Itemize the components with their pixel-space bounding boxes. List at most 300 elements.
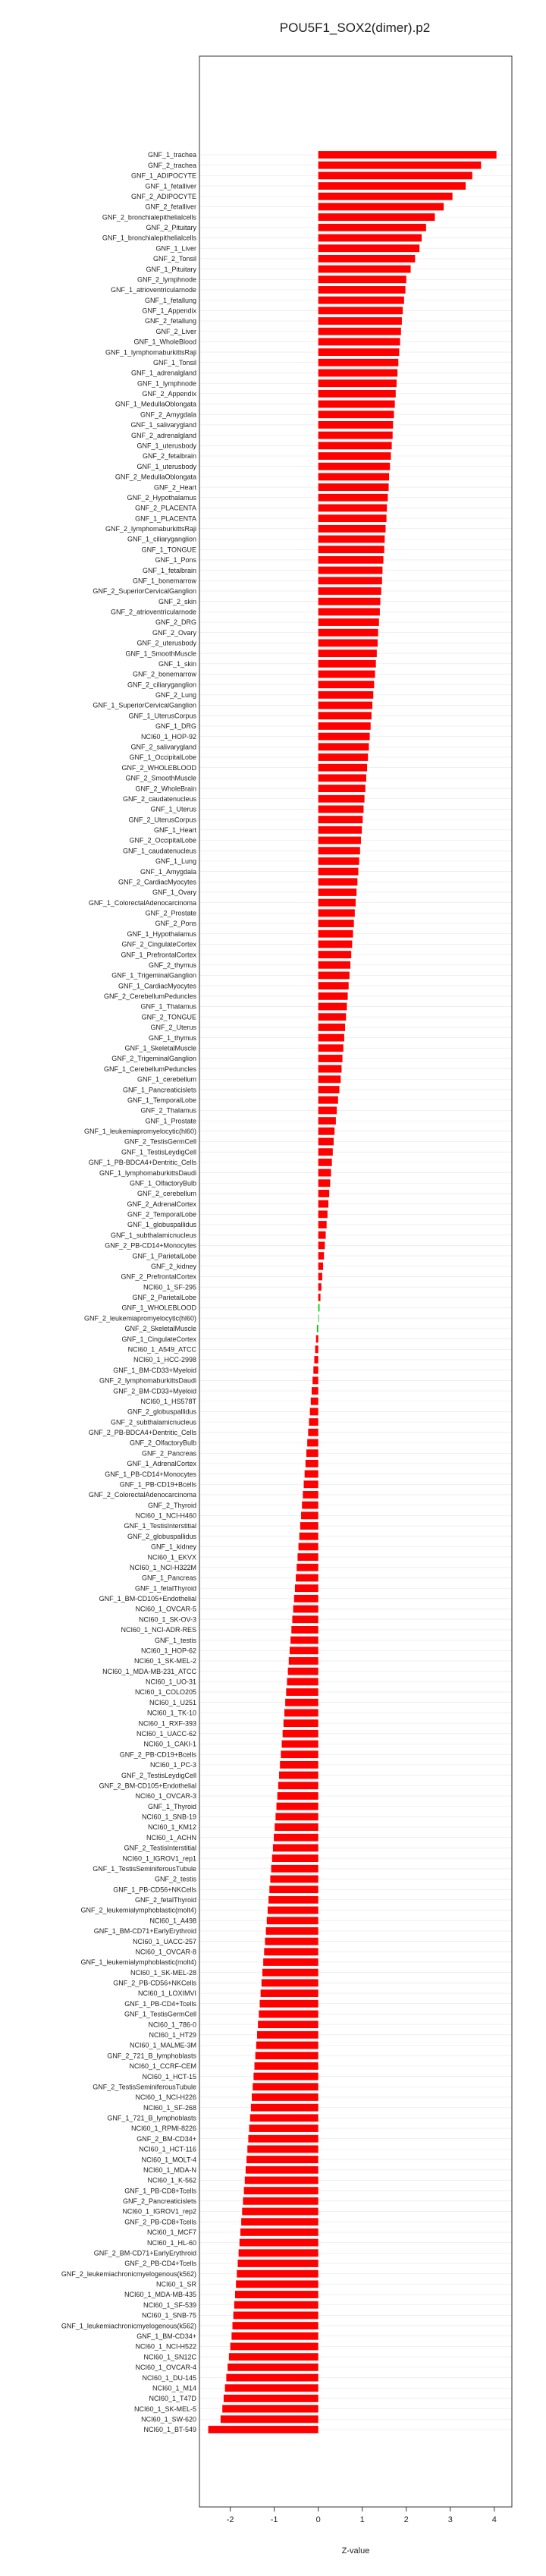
category-label: NCI60_1_SNB-19 <box>141 1813 196 1821</box>
category-label: GNF_1_adrenalgland <box>130 369 196 377</box>
category-label: NCI60_1_CCRF-CEM <box>129 2062 196 2071</box>
bar <box>268 1907 318 1914</box>
bar <box>318 1096 338 1104</box>
category-label: NCI60_1_NCI-H522 <box>135 2342 196 2351</box>
category-label: NCI60_1_SNB-75 <box>141 2311 196 2320</box>
category-label: GNF_1_lymphomaburkittsRaji <box>105 348 196 357</box>
bar <box>318 514 387 522</box>
category-label: NCI60_1_EKVX <box>147 1553 196 1562</box>
bar <box>318 1221 327 1228</box>
category-label: NCI60_1_IGROV1_rep1 <box>122 1854 196 1863</box>
bar <box>318 370 397 377</box>
category-label: GNF_2_ColorectalAdenocarcinoma <box>88 1491 196 1499</box>
category-label: NCI60_1_T47D <box>149 2395 196 2403</box>
bar <box>318 556 384 564</box>
bar <box>318 1314 319 1322</box>
category-label: NCI60_1_SF-539 <box>143 2301 196 2309</box>
category-label: GNF_1_TONGUE <box>141 546 196 554</box>
bar <box>318 1034 344 1042</box>
category-label: GNF_1_ColorectalAdenocarcinoma <box>88 898 196 907</box>
category-label: GNF_2_SuperiorCervicalGanglion <box>93 587 196 596</box>
category-label: GNF_2_Amygdala <box>140 410 196 419</box>
bar <box>318 992 348 1000</box>
bar <box>264 1948 318 1955</box>
bar <box>318 722 371 730</box>
bar <box>318 525 386 533</box>
bar <box>318 1263 323 1270</box>
category-label: GNF_2_SmoothMuscle <box>125 774 196 782</box>
category-label: NCI60_1_NCI-H226 <box>135 2093 196 2102</box>
bar <box>318 317 402 325</box>
bar <box>318 1179 331 1187</box>
bar <box>294 1595 318 1603</box>
bar <box>318 1294 321 1301</box>
bar <box>272 1854 318 1862</box>
category-label: GNF_2_BM-CD33+Myeloid <box>113 1387 196 1395</box>
category-label: GNF_2_TestisInterstitial <box>124 1844 196 1852</box>
category-label: GNF_1_PB-CD19+Bcells <box>119 1480 196 1489</box>
category-label: GNF_2_PB-CD8+Tcells <box>124 2218 196 2226</box>
category-label: NCI60_1_SK-MEL-5 <box>133 2405 196 2413</box>
category-label: GNF_1_uterusbody <box>136 442 196 450</box>
category-label: GNF_2_TestisSeminiferousTubule <box>93 2083 196 2091</box>
bar <box>318 857 359 865</box>
bar <box>318 1107 337 1115</box>
x-tick-label: 4 <box>491 2515 497 2524</box>
bar <box>318 224 426 231</box>
category-label: GNF_1_Liver <box>155 244 196 253</box>
bar <box>246 2156 318 2163</box>
category-label: NCI60_1_SK-MEL-28 <box>130 1968 196 1977</box>
bar <box>231 2332 318 2340</box>
category-label: GNF_2_TrigeminalGanglion <box>111 1055 196 1063</box>
bar <box>228 2364 318 2371</box>
category-label: GNF_2_WHOLEBLOOD <box>121 763 196 772</box>
category-label: GNF_2_salivarygland <box>130 743 196 751</box>
category-label: GNF_2_leukemiapromyelocytic(hl60) <box>83 1314 196 1323</box>
category-label: GNF_2_uterusbody <box>136 639 196 647</box>
bar <box>318 671 375 678</box>
bar <box>229 2353 318 2361</box>
bar <box>284 1719 318 1727</box>
bar <box>240 2228 318 2236</box>
category-label: GNF_1_Uterus <box>150 805 196 813</box>
category-label: NCI60_1_SK-OV-3 <box>138 1615 196 1624</box>
bar <box>267 1917 318 1924</box>
bar <box>307 1439 318 1447</box>
bar <box>318 442 392 449</box>
category-label: GNF_2_Heart <box>153 483 196 492</box>
category-label: GNF_2_testis <box>154 1875 196 1883</box>
bar <box>304 1480 318 1488</box>
category-label: GNF_2_globuspallidus <box>127 1408 196 1416</box>
category-label: NCI60_1_IGROV1_rep2 <box>122 2207 196 2216</box>
bar <box>283 1730 318 1738</box>
category-label: GNF_1_leukemiachronicmyelogenous(k562) <box>61 2322 196 2330</box>
bar <box>318 1241 325 1249</box>
category-label: GNF_1_CardiacMyocytes <box>118 982 196 990</box>
bar <box>318 390 396 398</box>
bar <box>318 1273 322 1281</box>
category-label: NCI60_1_K-562 <box>147 2176 196 2184</box>
category-label: GNF_2_cerebellum <box>136 1190 196 1198</box>
category-label: GNF_2_CardiacMyocytes <box>118 878 196 886</box>
bar <box>253 2083 318 2090</box>
category-label: NCI60_1_MALME-3M <box>129 2041 196 2049</box>
bar <box>318 806 364 813</box>
category-label: GNF_2_PB-CD14+Monocytes <box>105 1241 196 1250</box>
category-label: GNF_1_AdrenalCortex <box>127 1460 196 1468</box>
category-label: GNF_1_WholeBlood <box>133 338 196 346</box>
category-labels <box>61 151 197 2433</box>
category-label: GNF_1_TemporalLobe <box>127 1096 196 1104</box>
bar <box>318 577 382 584</box>
bar <box>235 2291 318 2298</box>
bar <box>318 940 353 948</box>
category-label: GNF_1_bonemarrow <box>132 577 196 585</box>
category-label: GNF_2_OccipitalLobe <box>129 836 196 845</box>
x-tick-label: -1 <box>270 2515 278 2524</box>
bar <box>231 2343 318 2351</box>
chart-title: POU5F1_SOX2(dimer).p2 <box>279 20 431 35</box>
category-label: GNF_1_ADIPOCYTE <box>130 171 196 180</box>
x-tick-label: -2 <box>226 2515 234 2524</box>
bar <box>288 1668 318 1675</box>
category-label: GNF_2_fetallung <box>144 317 196 326</box>
bar <box>290 1637 318 1644</box>
category-label: GNF_1_Hypothalamus <box>127 929 196 938</box>
category-label: GNF_1_SuperiorCervicalGanglion <box>93 701 196 709</box>
category-label: NCI60_1_TK-10 <box>146 1709 196 1717</box>
category-label: GNF_1_PB-CD56+NKCells <box>113 1886 196 1894</box>
category-label: GNF_1_BM-CD33+Myeloid <box>113 1366 196 1374</box>
bar <box>318 795 365 803</box>
category-label: GNF_1_caudatenucleus <box>122 847 196 855</box>
category-label: GNF_2_PB-CD19+Bcells <box>119 1750 196 1759</box>
bar <box>318 536 385 543</box>
category-label: NCI60_1_HCT-15 <box>142 2072 196 2081</box>
bar <box>306 1460 318 1467</box>
x-tick-label: 2 <box>403 2515 409 2524</box>
category-label: GNF_2_DRG <box>155 618 196 627</box>
bar <box>271 1865 318 1873</box>
bar <box>250 2114 318 2122</box>
category-label: NCI60_1_786-0 <box>148 2021 196 2029</box>
bar <box>302 1502 318 1509</box>
category-label: NCI60_1_SW-620 <box>141 2415 196 2423</box>
bar <box>234 2301 318 2309</box>
bar <box>318 307 403 314</box>
category-label: NCI60_1_MDA-N <box>143 2166 196 2174</box>
bar <box>257 2031 318 2039</box>
category-label: GNF_2_atrioventricularnode <box>110 608 196 616</box>
category-label: GNF_1_PLACENTA <box>135 514 196 523</box>
category-label: NCI60_1_HOP-62 <box>140 1647 196 1655</box>
category-label: NCI60_1_RXF-393 <box>138 1719 196 1728</box>
bar <box>318 1055 343 1062</box>
category-label: GNF_2_lymphnode <box>136 275 196 284</box>
bar <box>253 2073 318 2081</box>
bar <box>280 1761 318 1769</box>
category-label: GNF_2_lymphomaburkittsRaji <box>105 525 196 533</box>
bar <box>318 275 406 283</box>
bar <box>318 1013 347 1021</box>
category-label: GNF_1_TestisGermCell <box>124 2010 196 2018</box>
x-tick-label: 0 <box>315 2515 321 2524</box>
bar <box>233 2322 318 2329</box>
bar <box>318 379 397 387</box>
bar <box>318 650 377 657</box>
category-label: GNF_1_trachea <box>147 151 196 159</box>
category-label: NCI60_1_ACHN <box>146 1833 196 1842</box>
category-label: GNF_2_skin <box>158 597 196 605</box>
bar <box>277 1803 318 1810</box>
bar <box>318 505 388 512</box>
bars <box>209 151 497 2433</box>
bar <box>263 1958 318 1966</box>
category-label: GNF_2_trachea <box>147 161 196 169</box>
bar <box>318 1128 334 1135</box>
category-label: GNF_1_UterusCorpus <box>128 712 196 720</box>
bar <box>221 2415 318 2423</box>
bar <box>299 1543 318 1550</box>
category-label: GNF_2_fetalThyroid <box>134 1896 196 1904</box>
category-label: GNF_1_fetalbrain <box>142 566 196 574</box>
bar <box>318 889 356 896</box>
bar <box>209 2426 318 2433</box>
x-tick-label: 1 <box>359 2515 365 2524</box>
category-label: GNF_2_PLACENTA <box>135 504 196 512</box>
category-label: GNF_2_TemporalLobe <box>127 1210 196 1219</box>
category-label: GNF_2_Tonsil <box>152 255 196 263</box>
category-label: GNF_2_721_B_lymphoblasts <box>107 2052 196 2060</box>
category-label: NCI60_1_SR <box>155 2280 196 2288</box>
category-label: GNF_1_PB-CD4+Tcells <box>124 1999 196 2008</box>
bar <box>318 1231 326 1239</box>
bar <box>318 359 399 366</box>
category-label: GNF_1_cerebellum <box>136 1075 196 1084</box>
bar <box>262 1969 318 1977</box>
category-label: GNF_2_Hypothalamus <box>127 493 196 502</box>
category-label: GNF_1_Prostate <box>145 1117 196 1125</box>
bar <box>318 151 497 159</box>
bar <box>273 1844 318 1851</box>
bar <box>318 171 472 179</box>
bar <box>313 1367 318 1374</box>
bar <box>318 193 453 200</box>
bar <box>315 1345 318 1353</box>
bar <box>318 182 466 190</box>
bar <box>275 1813 318 1820</box>
bar <box>222 2405 318 2413</box>
bar <box>275 1823 318 1831</box>
category-label: GNF_2_bonemarrow <box>132 670 196 678</box>
category-label: NCI60_1_OVCAR-3 <box>135 1792 196 1801</box>
category-label: NCI60_1_SN12C <box>143 2353 196 2361</box>
bar <box>318 1138 334 1146</box>
category-label: GNF_1_testis <box>154 1636 196 1644</box>
bar <box>301 1511 318 1519</box>
category-label: GNF_1_globuspallidus <box>127 1221 196 1229</box>
category-label: GNF_1_Lung <box>155 857 196 866</box>
bar <box>312 1387 318 1395</box>
bar <box>318 1283 322 1291</box>
category-label: NCI60_1_MDA-MB-231_ATCC <box>102 1667 196 1675</box>
bar <box>318 1075 341 1083</box>
category-label: GNF_2_lymphomaburkittsDaudi <box>99 1376 196 1385</box>
bar <box>318 1190 330 1197</box>
category-label: GNF_2_OlfactoryBulb <box>129 1439 196 1447</box>
bar <box>251 2104 318 2112</box>
bar <box>256 2052 318 2059</box>
category-label: GNF_2_Appendix <box>142 390 196 398</box>
category-label: GNF_1_ParietalLobe <box>132 1252 196 1260</box>
category-label: GNF_2_MedullaOblongata <box>115 473 196 481</box>
bar <box>318 266 411 273</box>
category-label: NCI60_1_HCT-116 <box>139 2145 196 2153</box>
category-label: GNF_1_CerebellumPeduncles <box>103 1065 196 1073</box>
category-label: GNF_1_DRG <box>155 722 196 731</box>
category-label: GNF_1_BM-CD71+EarlyErythroid <box>93 1927 196 1936</box>
bar <box>318 234 422 242</box>
category-label: GNF_1_thymus <box>148 1033 196 1042</box>
bar <box>318 213 435 221</box>
bar <box>318 930 353 938</box>
bar <box>259 2000 318 2008</box>
category-label: GNF_1_Pancreas <box>141 1574 196 1582</box>
category-label: NCI60_1_HCC-2998 <box>133 1356 196 1364</box>
category-label: NCI60_1_A498 <box>149 1917 196 1925</box>
category-label: GNF_1_uterusbody <box>136 462 196 470</box>
category-label: GNF_2_Uterus <box>150 1024 196 1032</box>
bar <box>318 401 395 408</box>
category-label: NCI60_1_HOP-92 <box>140 732 196 741</box>
bar <box>318 598 381 605</box>
category-label: GNF_2_TestisGermCell <box>124 1137 196 1146</box>
category-label: GNF_1_fetalliver <box>145 182 196 190</box>
bar <box>318 785 366 792</box>
category-label: GNF_2_subthalamicnucleus <box>110 1418 196 1426</box>
category-label: GNF_1_salivarygland <box>130 421 196 429</box>
category-label: NCI60_1_SF-268 <box>143 2103 196 2112</box>
category-label: GNF_1_SkeletalMuscle <box>124 1044 196 1052</box>
bar <box>287 1678 318 1685</box>
category-label: GNF_2_Ovary <box>152 628 196 637</box>
bar <box>269 1886 318 1893</box>
category-label: GNF_1_BM-CD105+Endothelial <box>99 1595 196 1603</box>
category-label: GNF_1_TestisSeminiferousTubule <box>93 1864 196 1873</box>
category-label: GNF_2_adrenalgland <box>130 431 196 439</box>
category-label: GNF_1_leukemialymphoblastic(molt4) <box>80 1958 196 1967</box>
bar <box>318 961 350 969</box>
category-label: GNF_1_TrigeminalGanglion <box>111 971 196 980</box>
x-axis <box>227 2507 497 2524</box>
category-label: GNF_1_lymphnode <box>136 379 196 388</box>
category-label: GNF_1_721_B_lymphoblasts <box>107 2114 196 2122</box>
bar <box>225 2384 318 2392</box>
bar <box>247 2145 318 2153</box>
bar <box>240 2239 318 2247</box>
bar <box>318 764 367 772</box>
category-label: NCI60_1_LOXIMVI <box>137 1989 196 1998</box>
category-label: NCI60_1_U251 <box>149 1698 196 1706</box>
category-label: GNF_2_PB-BDCA4+Dentritic_Cells <box>88 1429 196 1437</box>
bar <box>318 1086 340 1093</box>
bar <box>318 1210 328 1218</box>
bar <box>305 1470 318 1478</box>
bar <box>281 1750 318 1758</box>
category-label: NCI60_1_NCI-H460 <box>135 1511 196 1520</box>
category-label: NCI60_1_A549_ATCC <box>127 1345 196 1354</box>
bar <box>318 629 378 637</box>
bar <box>268 1896 318 1904</box>
category-label: GNF_2_Lung <box>155 691 196 700</box>
category-label: GNF_2_fetalliver <box>145 203 196 211</box>
category-label: NCI60_1_UO-31 <box>145 1678 196 1686</box>
bar <box>291 1626 318 1634</box>
bar <box>318 421 394 429</box>
category-label: GNF_1_SmoothMuscle <box>125 650 196 658</box>
bar <box>318 712 372 719</box>
category-label: GNF_1_PrefrontalCortex <box>121 951 196 959</box>
category-label: GNF_1_PB-CD14+Monocytes <box>105 1470 196 1478</box>
bar <box>243 2197 318 2205</box>
bar <box>318 255 416 263</box>
category-label: GNF_2_CingulateCortex <box>121 940 196 948</box>
category-label: NCI60_1_RPMI-8226 <box>130 2125 196 2133</box>
bar <box>318 618 379 626</box>
category-label: GNF_1_bronchialepithelialcells <box>102 234 196 242</box>
bar <box>318 483 389 491</box>
bar <box>318 463 391 470</box>
bar <box>244 2187 318 2194</box>
bar <box>316 1335 318 1343</box>
category-label: GNF_1_subthalamicnucleus <box>110 1231 196 1239</box>
bar <box>318 1044 344 1052</box>
bar <box>300 1522 318 1530</box>
category-label: GNF_2_BM-CD71+EarlyErythroid <box>93 2249 196 2257</box>
bar <box>318 567 383 574</box>
bar <box>318 982 349 989</box>
category-label: GNF_1_CingulateCortex <box>121 1335 196 1343</box>
bar <box>318 743 369 750</box>
category-label: NCI60_1_SF-295 <box>143 1283 196 1291</box>
bar <box>293 1606 318 1613</box>
bar <box>290 1647 318 1654</box>
category-label: GNF_1_Amygdala <box>140 867 196 876</box>
bar <box>318 546 384 553</box>
category-label: GNF_2_PB-CD4+Tcells <box>124 2260 196 2268</box>
category-label: NCI60_1_HT29 <box>149 2030 196 2039</box>
bar <box>274 1834 318 1842</box>
category-label: NCI60_1_UACC-62 <box>136 1730 196 1738</box>
bar <box>279 1772 318 1779</box>
bar <box>224 2395 318 2402</box>
bar <box>297 1564 318 1571</box>
category-label: GNF_2_ADIPOCYTE <box>130 192 196 200</box>
bar <box>312 1376 318 1384</box>
bar <box>278 1782 318 1789</box>
category-label: GNF_1_lymphomaburkittsDaudi <box>99 1168 196 1177</box>
category-label: GNF_1_TestisInterstitial <box>124 1522 196 1530</box>
category-label: GNF_2_Thyroid <box>147 1501 196 1509</box>
category-label: GNF_2_BM-CD105+Endothelial <box>99 1782 196 1790</box>
bar <box>242 2208 318 2216</box>
bar <box>278 1792 318 1800</box>
bar <box>318 847 360 854</box>
bar <box>241 2218 318 2225</box>
bar <box>236 2280 318 2288</box>
